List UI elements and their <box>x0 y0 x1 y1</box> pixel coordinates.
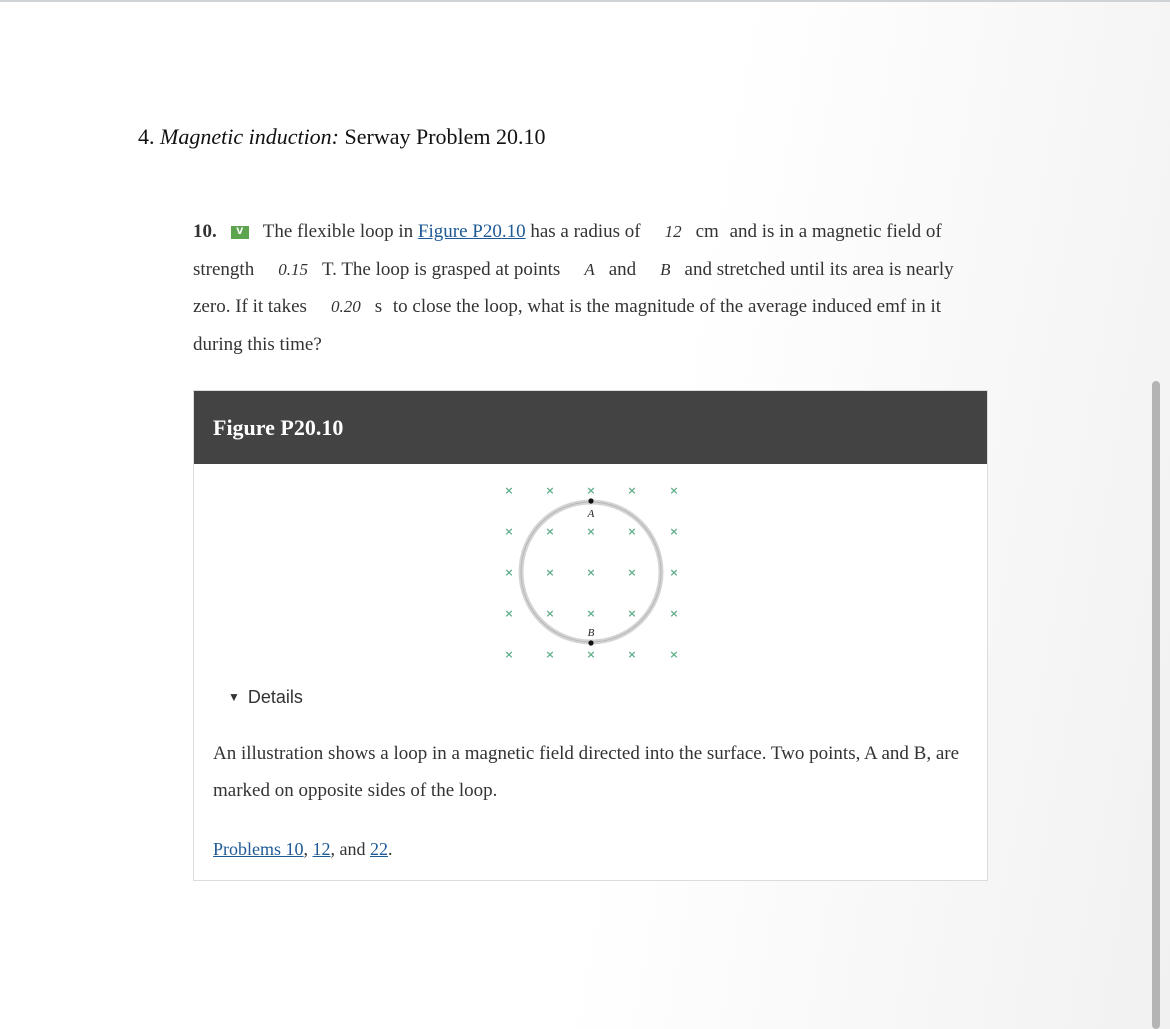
question-heading <box>138 124 546 150</box>
field-marker-icon: × <box>586 525 596 538</box>
top-divider <box>0 0 1170 2</box>
field-marker-icon: × <box>627 484 637 497</box>
field-unit: T <box>321 258 333 280</box>
field-marker-icon: × <box>669 525 679 538</box>
field-value: 0.15 <box>278 259 308 279</box>
radius-value: 12 <box>664 222 682 241</box>
caret-down-icon: ▼ <box>228 690 240 704</box>
field-marker-icon: × <box>504 566 514 579</box>
problem-text-7: to close the loop, what is the magnitude of the average induced emf in it during this time? <box>193 296 942 355</box>
problem-text-4: . The loop is grasped at points <box>332 258 561 280</box>
radius-unit: cm <box>695 221 719 242</box>
problem-text-2: has a radius of <box>530 221 641 242</box>
separator-1: , <box>303 839 309 859</box>
scrollbar[interactable] <box>1152 381 1160 1029</box>
question-topic: Magnetic induction: <box>160 124 340 149</box>
video-badge-icon[interactable]: V <box>231 226 249 239</box>
problem-text-3: and is in a magnetic field of strength <box>193 221 942 280</box>
field-marker-icon: × <box>545 525 555 538</box>
problem-link-12[interactable]: 12 <box>312 839 331 859</box>
field-marker-icon: × <box>545 566 555 579</box>
field-marker-icon: × <box>669 484 679 497</box>
figure-description: An illustration shows a loop in a magnetic field directed into the surface. Two points, A and B, are marked on opposite sides of the loop. <box>213 743 960 801</box>
field-marker-icon: × <box>504 484 514 497</box>
field-marker-icon: × <box>627 648 637 661</box>
field-marker-icon: × <box>586 607 596 620</box>
point-b: B <box>660 259 671 279</box>
loop-figure <box>194 464 987 674</box>
problem-text-1: The flexible loop in <box>262 221 414 242</box>
field-marker-icon: × <box>627 566 637 579</box>
question-number: 4. <box>138 124 155 149</box>
figure-link[interactable]: Figure P20.10 <box>417 221 526 242</box>
field-marker-icon: × <box>504 648 514 661</box>
details-toggle[interactable] <box>228 687 303 708</box>
field-marker-icon: × <box>545 648 555 661</box>
field-marker-icon: × <box>545 484 555 497</box>
point-a: A <box>584 259 595 279</box>
figure-card <box>193 390 988 881</box>
problems-prefix: Problems <box>213 839 282 859</box>
field-marker-icon: × <box>627 525 637 538</box>
problems-link-label[interactable] <box>213 839 304 859</box>
details-label: Details <box>247 687 303 707</box>
problem-text-6: and stretched until its area is nearly zero. If it takes <box>193 258 954 317</box>
point-b-dot <box>588 640 593 645</box>
problem-number: 10. <box>193 221 217 242</box>
figure-title: Figure P20.10 <box>194 391 987 464</box>
problem-text-5: and <box>608 258 637 280</box>
separator-end: . <box>388 839 393 859</box>
related-problems <box>213 839 393 860</box>
field-marker-icon: × <box>586 648 596 661</box>
field-marker-icon: × <box>504 525 514 538</box>
separator-2: , and <box>330 839 366 859</box>
field-marker-icon: × <box>504 607 514 620</box>
label-a: A <box>587 508 595 520</box>
field-marker-icon: × <box>586 566 596 579</box>
problem-link-22[interactable]: 22 <box>370 839 389 859</box>
point-a-dot <box>588 498 593 503</box>
problem-statement <box>193 213 993 363</box>
question-source: Serway Problem 20.10 <box>344 124 546 149</box>
time-unit: s <box>374 296 383 317</box>
field-marker-icon: × <box>586 484 596 497</box>
field-marker-icon: × <box>545 607 555 620</box>
field-marker-icon: × <box>669 648 679 661</box>
field-marker-icon: × <box>627 607 637 620</box>
field-marker-icon: × <box>669 607 679 620</box>
time-value: 0.20 <box>330 297 361 316</box>
problem-link-10: 10 <box>285 839 304 859</box>
field-marker-icon: × <box>669 566 679 579</box>
label-b: B <box>587 627 595 639</box>
